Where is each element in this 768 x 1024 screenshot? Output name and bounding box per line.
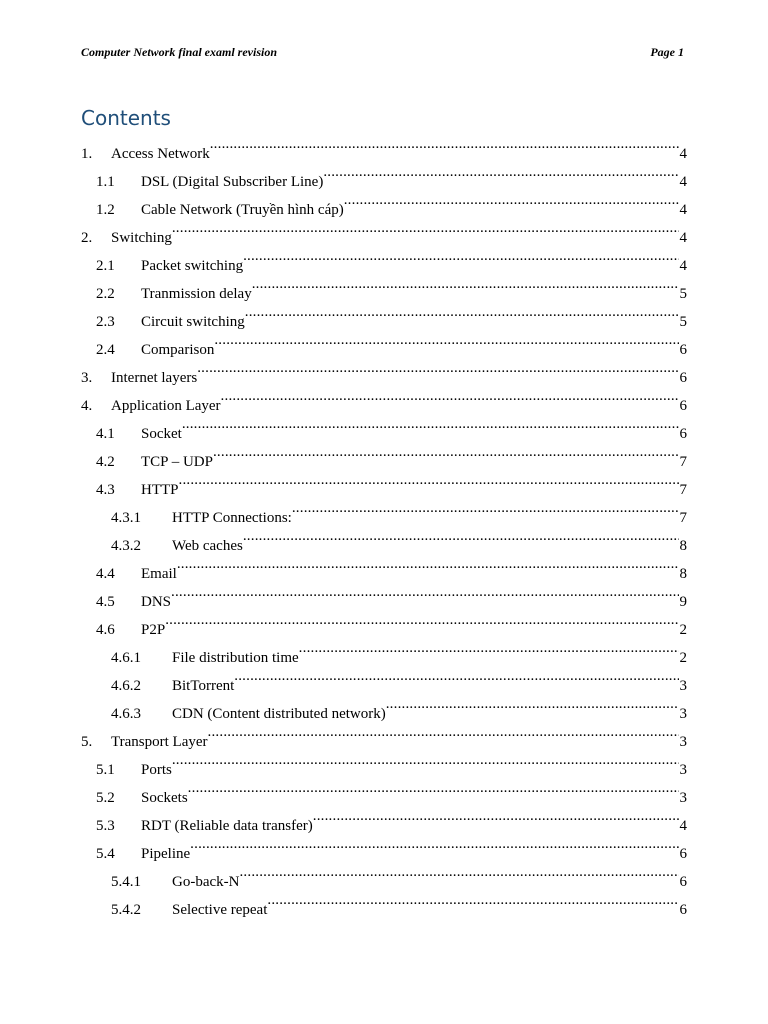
toc-entry[interactable] [81, 634, 687, 666]
toc-entry[interactable] [81, 858, 687, 890]
toc-entry-number: 4.3.2 [111, 538, 141, 554]
toc-entry-page: 8 [679, 566, 687, 582]
toc-entry-page: 5 [679, 314, 687, 330]
dot-leader [197, 354, 678, 382]
toc-entry[interactable] [81, 326, 687, 358]
toc-entry-page: 6 [679, 398, 687, 414]
toc-entry-number: 4.6.2 [111, 678, 141, 694]
toc-entry-page: 7 [679, 510, 687, 526]
toc-entry-label[interactable]: CDN (Content distributed network) [172, 706, 386, 722]
toc-entry-label[interactable]: Ports [141, 762, 172, 778]
toc-entry-page: 4 [679, 174, 687, 190]
toc-entry-number: 4.4 [96, 566, 115, 582]
toc-entry-number: 5.4.2 [111, 902, 141, 918]
dot-leader [172, 214, 679, 242]
toc-entry[interactable] [81, 466, 687, 498]
dot-leader [245, 298, 679, 326]
toc-entry[interactable] [81, 270, 687, 302]
toc-entry-number: 2.3 [96, 314, 115, 330]
toc-entry[interactable] [81, 354, 687, 386]
toc-entry-label[interactable]: Email [141, 566, 177, 582]
toc-entry-number: 4.2 [96, 454, 115, 470]
toc-entry[interactable] [81, 606, 687, 638]
toc-entry-page: 2 [679, 650, 687, 666]
dot-leader [177, 550, 679, 578]
toc-entry-number: 4.6 [96, 622, 115, 638]
dot-leader [214, 326, 678, 354]
dot-leader [171, 578, 678, 606]
dot-leader [210, 130, 679, 158]
dot-leader [323, 158, 678, 186]
dot-leader [172, 746, 679, 774]
toc-entry-page: 6 [679, 846, 687, 862]
toc-entry[interactable] [81, 662, 687, 694]
toc-entry-page: 7 [679, 482, 687, 498]
toc-entry-label[interactable]: P2P [141, 622, 166, 638]
dot-leader [234, 662, 678, 690]
toc-entry-label[interactable]: Internet layers [111, 370, 198, 386]
page-number: Page 1 [650, 45, 684, 59]
toc-entry-label[interactable]: Web caches [172, 538, 243, 554]
toc-entry-label[interactable]: Application Layer [111, 398, 221, 414]
toc-entry-number: 2.1 [96, 258, 115, 274]
page-header [81, 45, 684, 63]
toc-entry-page: 4 [679, 258, 687, 274]
toc-entry-label[interactable]: DNS [141, 594, 172, 610]
dot-leader [239, 858, 678, 886]
toc-entry-label[interactable]: TCP – UDP [141, 454, 213, 470]
toc-entry-label[interactable]: DSL (Digital Subscriber Line) [141, 174, 324, 190]
toc-entry-number: 5.4 [96, 846, 115, 862]
toc-entry[interactable] [81, 186, 687, 218]
toc-entry-number: 3. [81, 370, 93, 386]
dot-leader [179, 466, 679, 494]
toc-entry[interactable] [81, 494, 687, 526]
toc-entry-number: 5.3 [96, 818, 115, 834]
dot-leader [190, 830, 678, 858]
toc-entry-number: 4.5 [96, 594, 115, 610]
toc-entry-label[interactable]: Access Network [111, 146, 210, 162]
toc-entry[interactable] [81, 522, 687, 554]
toc-entry-label[interactable]: Comparison [141, 342, 215, 358]
toc-entry[interactable] [81, 550, 687, 582]
dot-leader [182, 410, 679, 438]
toc-entry[interactable] [81, 718, 687, 750]
dot-leader [188, 774, 679, 802]
toc-entry-label[interactable]: Packet switching [141, 258, 244, 274]
toc-entry[interactable] [81, 578, 687, 610]
toc-entry-label[interactable]: File distribution time [172, 650, 299, 666]
toc-entry-number: 1.1 [96, 174, 115, 190]
toc-entry-label[interactable]: BitTorrent [172, 678, 235, 694]
toc-entry-page: 4 [679, 146, 687, 162]
toc-entry-page: 4 [679, 818, 687, 834]
toc-entry-page: 3 [679, 706, 687, 722]
toc-entry[interactable] [81, 158, 687, 190]
toc-entry-label[interactable]: RDT (Reliable data transfer) [141, 818, 313, 834]
dot-leader [313, 802, 679, 830]
toc-entry-page: 6 [679, 426, 687, 442]
toc-entry-number: 2.4 [96, 342, 115, 358]
toc-entry-page: 3 [679, 734, 687, 750]
toc-entry-page: 8 [679, 538, 687, 554]
toc-entry[interactable] [81, 690, 687, 722]
toc-heading: Contents [81, 106, 171, 130]
toc-entry-number: 5. [81, 734, 93, 750]
dot-leader [213, 438, 679, 466]
toc-entry-number: 5.4.1 [111, 874, 141, 890]
toc-entry-label[interactable]: HTTP [141, 482, 179, 498]
toc-entry-label[interactable]: Sockets [141, 790, 188, 806]
toc-entry[interactable] [81, 298, 687, 330]
toc-entry-number: 1.2 [96, 202, 115, 218]
dot-leader [221, 382, 679, 410]
dot-leader [386, 690, 679, 718]
dot-leader [267, 886, 678, 914]
dot-leader [208, 718, 679, 746]
toc-entry-number: 2. [81, 230, 93, 246]
toc-entry-page: 4 [679, 202, 687, 218]
toc-entry-page: 2 [679, 622, 687, 638]
toc-entry[interactable] [81, 214, 687, 246]
toc-entry[interactable] [81, 802, 687, 834]
toc-entry-number: 1. [81, 146, 93, 162]
toc-entry-label[interactable]: Selective repeat [172, 902, 268, 918]
toc-entry[interactable] [81, 886, 687, 918]
toc-entry-number: 4.6.1 [111, 650, 141, 666]
toc-entry-page: 4 [679, 230, 687, 246]
toc-entry-page: 5 [679, 286, 687, 302]
toc-entry-label[interactable]: Socket [141, 426, 182, 442]
toc-entry-page: 6 [679, 902, 687, 918]
toc-entry-label[interactable]: Tranmission delay [141, 286, 252, 302]
toc-entry[interactable] [81, 130, 687, 162]
toc-entry[interactable] [81, 382, 687, 414]
toc-entry-number: 4.3.1 [111, 510, 141, 526]
toc-entry-label[interactable]: Circuit switching [141, 314, 245, 330]
toc-entry-number: 4. [81, 398, 93, 414]
toc-entry-label[interactable]: Pipeline [141, 846, 191, 862]
dot-leader [243, 242, 678, 270]
toc-entry-page: 3 [679, 678, 687, 694]
toc-entry[interactable] [81, 774, 687, 806]
toc-entry-page: 3 [679, 790, 687, 806]
toc-entry-label[interactable]: Cable Network (Truyền hình cáp) [141, 202, 344, 218]
dot-leader [292, 494, 679, 522]
toc-entry-number: 5.1 [96, 762, 115, 778]
toc-entry-number: 5.2 [96, 790, 115, 806]
toc-entry-number: 4.6.3 [111, 706, 141, 722]
toc-entry-page: 6 [679, 370, 687, 386]
dot-leader [252, 270, 679, 298]
toc-entry-label[interactable]: Switching [111, 230, 172, 246]
toc-entry[interactable] [81, 410, 687, 442]
toc-entry-number: 4.1 [96, 426, 115, 442]
dot-leader [299, 634, 679, 662]
toc-entry-label[interactable]: HTTP Connections: [172, 510, 292, 526]
toc-entry-number: 4.3 [96, 482, 115, 498]
toc-entry-label[interactable]: Go-back-N [172, 874, 240, 890]
toc-entry[interactable] [81, 242, 687, 274]
dot-leader [165, 606, 678, 634]
toc-entry-page: 9 [679, 594, 687, 610]
toc-entry-label[interactable]: Transport Layer [111, 734, 208, 750]
toc-entry-page: 6 [679, 342, 687, 358]
toc-entry-page: 6 [679, 874, 687, 890]
dot-leader [344, 186, 679, 214]
table-of-contents [81, 130, 687, 918]
document-title: Computer Network final examl revision [81, 45, 278, 59]
toc-entry-page: 7 [679, 454, 687, 470]
toc-entry[interactable] [81, 438, 687, 470]
toc-entry-number: 2.2 [96, 286, 115, 302]
toc-entry-page: 3 [679, 762, 687, 778]
toc-entry[interactable] [81, 746, 687, 778]
dot-leader [243, 522, 679, 550]
toc-entry[interactable] [81, 830, 687, 862]
